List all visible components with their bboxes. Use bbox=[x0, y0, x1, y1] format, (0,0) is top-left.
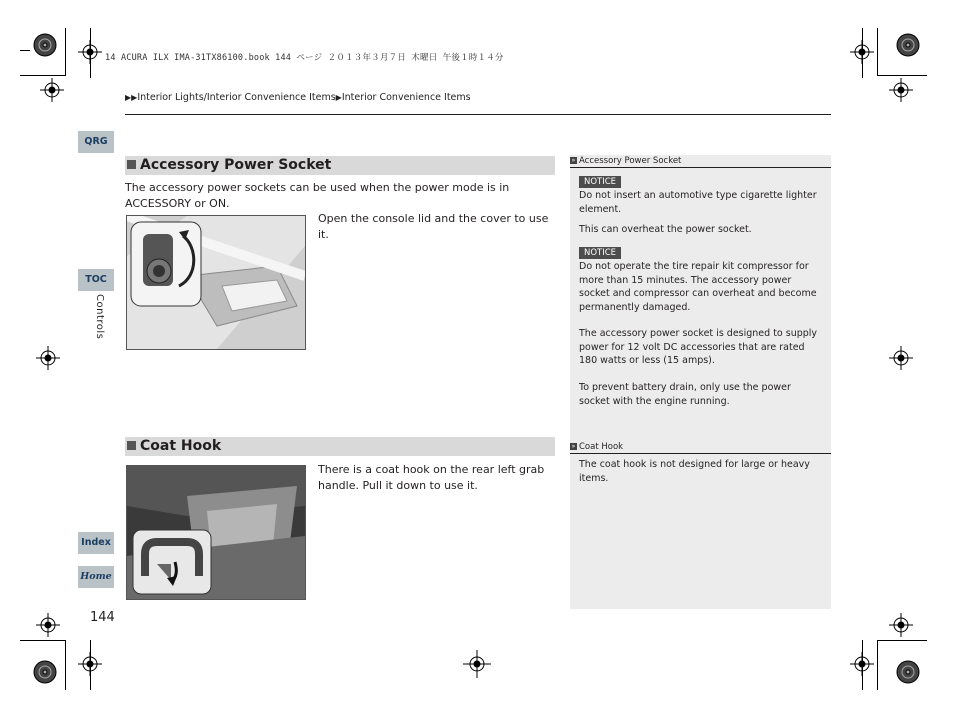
breadcrumb-separator: ▶ bbox=[335, 93, 342, 102]
power-socket-illustration bbox=[126, 215, 306, 350]
section-heading-power-socket: Accessory Power Socket bbox=[125, 156, 555, 175]
note-text: The accessory power socket is designed to supply power for 12 volt DC accessories that are rated 180 watts or less (15 amps). bbox=[579, 328, 818, 366]
qrg-button[interactable]: QRG bbox=[78, 131, 114, 153]
home-button[interactable]: Home bbox=[78, 566, 114, 588]
note-text: Do not insert an automotive type cigarette lighter element. bbox=[579, 190, 817, 215]
page-number: 144 bbox=[90, 610, 115, 625]
note-text: This can overheat the power socket. bbox=[579, 224, 752, 235]
breadcrumb-current: Interior Convenience Items bbox=[341, 92, 471, 103]
header-rule bbox=[125, 114, 831, 115]
note-text: To prevent battery drain, only use the power socket with the engine running. bbox=[579, 382, 791, 407]
toc-button[interactable]: TOC bbox=[78, 269, 114, 291]
notice-badge: NOTICE bbox=[579, 176, 621, 188]
breadcrumb-link-interior-lights[interactable]: Interior Lights/Interior Convenience Items bbox=[137, 92, 336, 103]
notice-badge: NOTICE bbox=[579, 247, 621, 259]
chapter-tab-label: Controls bbox=[94, 294, 105, 340]
note-header-coat-hook: » Coat Hook bbox=[570, 442, 831, 454]
note-text: The coat hook is not designed for large or heavy items. bbox=[579, 459, 810, 484]
section-heading-coat-hook: Coat Hook bbox=[125, 437, 555, 456]
breadcrumb bbox=[125, 92, 471, 103]
power-socket-intro: The accessory power sockets can be used when the power mode is in ACCESSORY or ON. bbox=[125, 181, 510, 210]
breadcrumb-arrows: ▶▶ bbox=[125, 93, 138, 102]
print-mark: 14 ACURA ILX IMA-31TX86100.book 144 ページ ２０１３年３月７日 木曜日 午後１時１４分 bbox=[105, 53, 504, 63]
note-text: Do not operate the tire repair kit compressor for more than 15 minutes. The accessory power socket and compressor can overheat and become permanently damaged. bbox=[579, 261, 817, 313]
note-header-power-socket: » Accessory Power Socket bbox=[570, 156, 831, 168]
power-socket-instruction: Open the console lid and the cover to use it. bbox=[318, 212, 549, 241]
coat-hook-illustration bbox=[126, 465, 306, 600]
index-button[interactable]: Index bbox=[78, 532, 114, 554]
coat-hook-instruction: There is a coat hook on the rear left grab handle. Pull it down to use it. bbox=[318, 463, 545, 492]
